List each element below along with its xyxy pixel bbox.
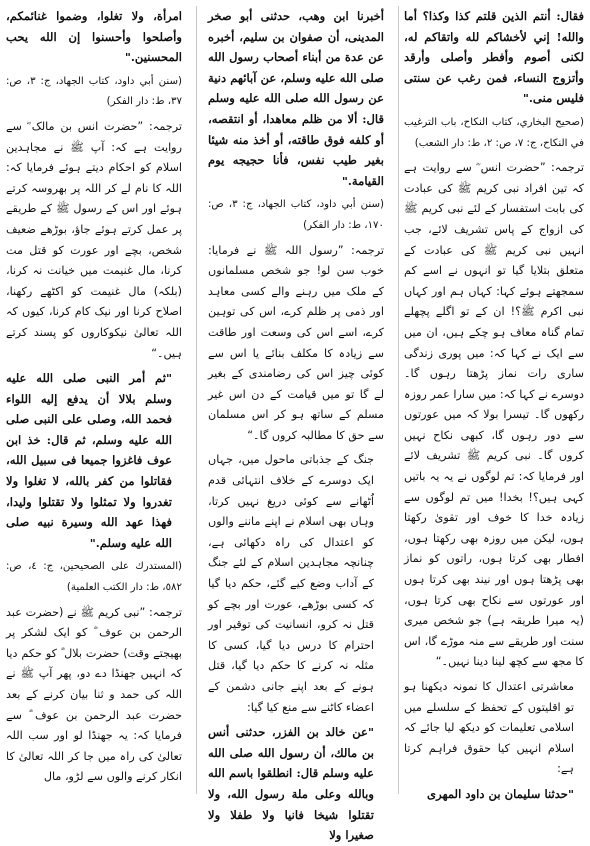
- urdu-translation: ترجمہ: ”رسول اللہ ﷺ نے فرمایا: خوب سن لو! جو شخص مسلمانوں کے ملک میں رہنے والے کسی معاہد اور ذمی پر ظلم کرے، اس کی توہین کرے، اسے اس کی وسعت اور طاقت سے زیادہ کا مکلف بنائے یا اس سے کوئی چیز اس کی رضامندی کے بغیر لے گا تو میں قیامت کے دن اس غیر مسلم کے ساتھ ہو کر اس مسلمان سے حق کا مطالبہ کروں گا۔“: [208, 243, 384, 442]
- arabic-hadith-text: أخبرنا ابن وهب، حدثنى أبو صخر المدينى، أن صفوان بن سليم، أخبره عن عدة من أبناء أصحاب رسول الله صلى الله عليه وسلم، عن آبائهم دنية عن رسول الله صلى الله عليه وسلم قال: ألا من ظلم معاهدا، أو انتقصه، أو كلفه فوق طاقته، أو أخذ منه شيئا بغير طيب نفس، فأنا حجيجه يوم القيامة.": [208, 9, 384, 188]
- hadith-reference: (المستدرك على الصحيحين، ج: ٤، ص: ٥٨٢، ط: دار الكتب العلمية): [6, 561, 182, 594]
- arabic-hadith-text: فقال: أنتم الذين قلتم كذا وكذا؟ أما والله! إني لأخشاكم لله واتقاكم له، لكنى أصوم وأفطر وأصلى وأرقد وأتزوج النساء، فمن رغب عن سنتى فليس منى.": [404, 9, 584, 106]
- arabic-hadith-text: "حدثنا سليمان بن داود المهرى: [427, 786, 574, 801]
- arabic-hadith-text: "ثم أمر النبى صلى الله عليه وسلم بلالا أن يدفع إليه اللواء فحمد الله، وصلى على النبى صلى الله عليه وسلم، ثم قال: خذ ابن عوف فاغزوا جميعا فى سبيل الله، فقاتلوا من كفر بالله، لا تغلوا ولا تغدروا ولا تمثلوا ولا تقتلوا وليدا، فهذا عهد الله وسيرة نبيه صلى الله عليه وسلم.": [6, 371, 172, 550]
- urdu-paragraph: جنگ کے جذباتی ماحول میں، جہاں ایک دوسرے کے خلاف انتہائی قدم اُٹھانے سے کوئی دریغ نہیں کرتا، وہاں بھی اسلام نے اپنے ماننے والوں کو اعتدال کی راہ دکھائی ہے، چنانچہ مجاہدین اسلام کے لئے جنگ کے آداب وضع کیے گئے، حکم دیا گیا کہ کسی بوڑھے، عورت اور بچے کو قتل نہ کرو، انسانیت کی توقیر اور احترام کا درس دیا گیا، کسی کا مثلہ نہ کرنے کا حکم دیا گیا، قتل ہونے کے بعد اپنے جانی دشمن کے اعضاء کاٹنے سے منع کیا گیا:: [208, 453, 374, 714]
- left-column: [6, 6, 182, 794]
- urdu-translation: ترجمہ: ”حضرت انس ؓ سے روایت ہے کہ تین افراد نبی کریم ﷺ کی عبادت کی بابت استفسار کے لئے نبی کریم ﷺ کی ازواج کے پاس تشریف لائے، جب انہیں نبی کریم ﷺ کی عبادت کے متعلق بتلایا گیا تو انہوں نے اسے کم سمجھتے ہوئے کہا: کہاں ہم اور کہاں نبی اکرم ﷺ؟! ان کے تو اگلے پچھلے تمام گناہ معاف ہو چکے ہیں، ان میں سے ایک نے کہا کہ: میں پوری زندگی ساری رات نماز پڑھتا رہوں گا۔ دوسرے نے کہا کہ: میں سارا عمر روزہ رکھوں گا۔ تیسرا بولا کہ میں عورتوں سے دور رہوں گا، کبھی نکاح نہیں کروں گا۔ نبی کریم ﷺ تشریف لائے اور فرمایا کہ: تم لوگوں نے یہ یہ باتیں کہی ہیں؟! بخدا! میں تم لوگوں سے زیادہ خدا کا خوف اور تقویٰ رکھتا ہوں، لیکن میں روزہ بھی رکھتا ہوں، افطار بھی کرتا ہوں، راتوں کو نماز بھی پڑھتا ہوں اور نیند بھی کرتا ہوں اور عورتوں سے نکاح بھی کرتا ہوں، (یہ میرا طریقہ ہے) جو شخص میری سنت اور طریقے سے منہ موڑے گا، اس کا مجھ سے کچھ لینا دینا نہیں۔“: [404, 161, 584, 669]
- right-column: [404, 6, 584, 801]
- urdu-translation: ترجمہ: ”نبی کریم ﷺ نے (حضرت عبد الرحمن بن عوف ؓ کو ایک لشکر پر بھیجتے وقت) حضرت بلال ؓ کو حکم دیا کہ انہیں جھنڈا دے دو، پھر آپ ﷺ نے اللہ کی حمد و ثنا بیان کرنے کے بعد حضرت عبد الرحمن بن عوف ؓ سے فرمایا کہ: یہ جھنڈا لو اور سب اللہ تعالیٰ کی راہ میں جا کر اللہ تعالیٰ کا انکار کرنے والوں سے لڑو، مال: [6, 605, 182, 784]
- column-divider: [196, 6, 197, 794]
- urdu-translation: ترجمہ: ”حضرت انس بن مالک ؓ سے روایت ہے کہ: آپ ﷺ نے مجاہدین اسلام کو احکام دیتے ہوئے فرمایا کہ: اللہ کا نام لے کر اللہ پر بھروسہ کرتے ہوئے اور اس کے رسول ﷺ کے طریقے پر عمل کرتے ہوئے جاؤ، بوڑھے ضعیف شخص، بچے اور عورت کو قتل مت کرنا، مال غنیمت میں خیانت نہ کرنا، (بلکہ) مال غنیمت کو اکٹھے رکھنا، اصلاح کرنا اور نیک کام کرنا، کیوں کہ اللہ تعالیٰ نیکوکاروں کو پسند کرتے ہیں۔“: [6, 119, 182, 360]
- hadith-reference: (صحيح البخاري، كتاب النكاح، باب الترغيب في النكاح، ج: ٧، ص: ٢، ط: دار الشعب): [404, 116, 584, 149]
- column-divider: [398, 6, 399, 794]
- hadith-reference: (سنن أبي داود، كتاب الجهاد، ج: ٣، ص: ١٧٠، ط: دار الفكر): [208, 199, 384, 231]
- arabic-hadith-text: "عن خالد بن الفزر، حدثنى أنس بن مالك، أن رسول الله صلى الله عليه وسلم قال: انطلقوا باسم الله وبالله وعلى ملة رسول الله، ولا تقتلوا شيخا فانيا ولا طفلا ولا صغيرا ولا: [208, 725, 374, 843]
- hadith-reference: (سنن أبي داود، كتاب الجهاد، ج: ٣، ص: ٣٧، ط: دار الفكر): [6, 75, 182, 108]
- urdu-paragraph: معاشرتی اعتدال کا نمونہ دیکھنا ہو تو اقلیتوں کے تحفظ کے سلسلے میں اسلامی تعلیمات کو دیکھ لیا جائے کہ اسلام انہیں کیا حقوق فراہم کرتا ہے:: [404, 680, 574, 776]
- arabic-hadith-text: امرأة، ولا تغلوا، وضموا غنائمكم، وأصلحوا وأحسنوا إن الله يحب المحسنين.": [6, 9, 182, 65]
- middle-column: [208, 6, 384, 843]
